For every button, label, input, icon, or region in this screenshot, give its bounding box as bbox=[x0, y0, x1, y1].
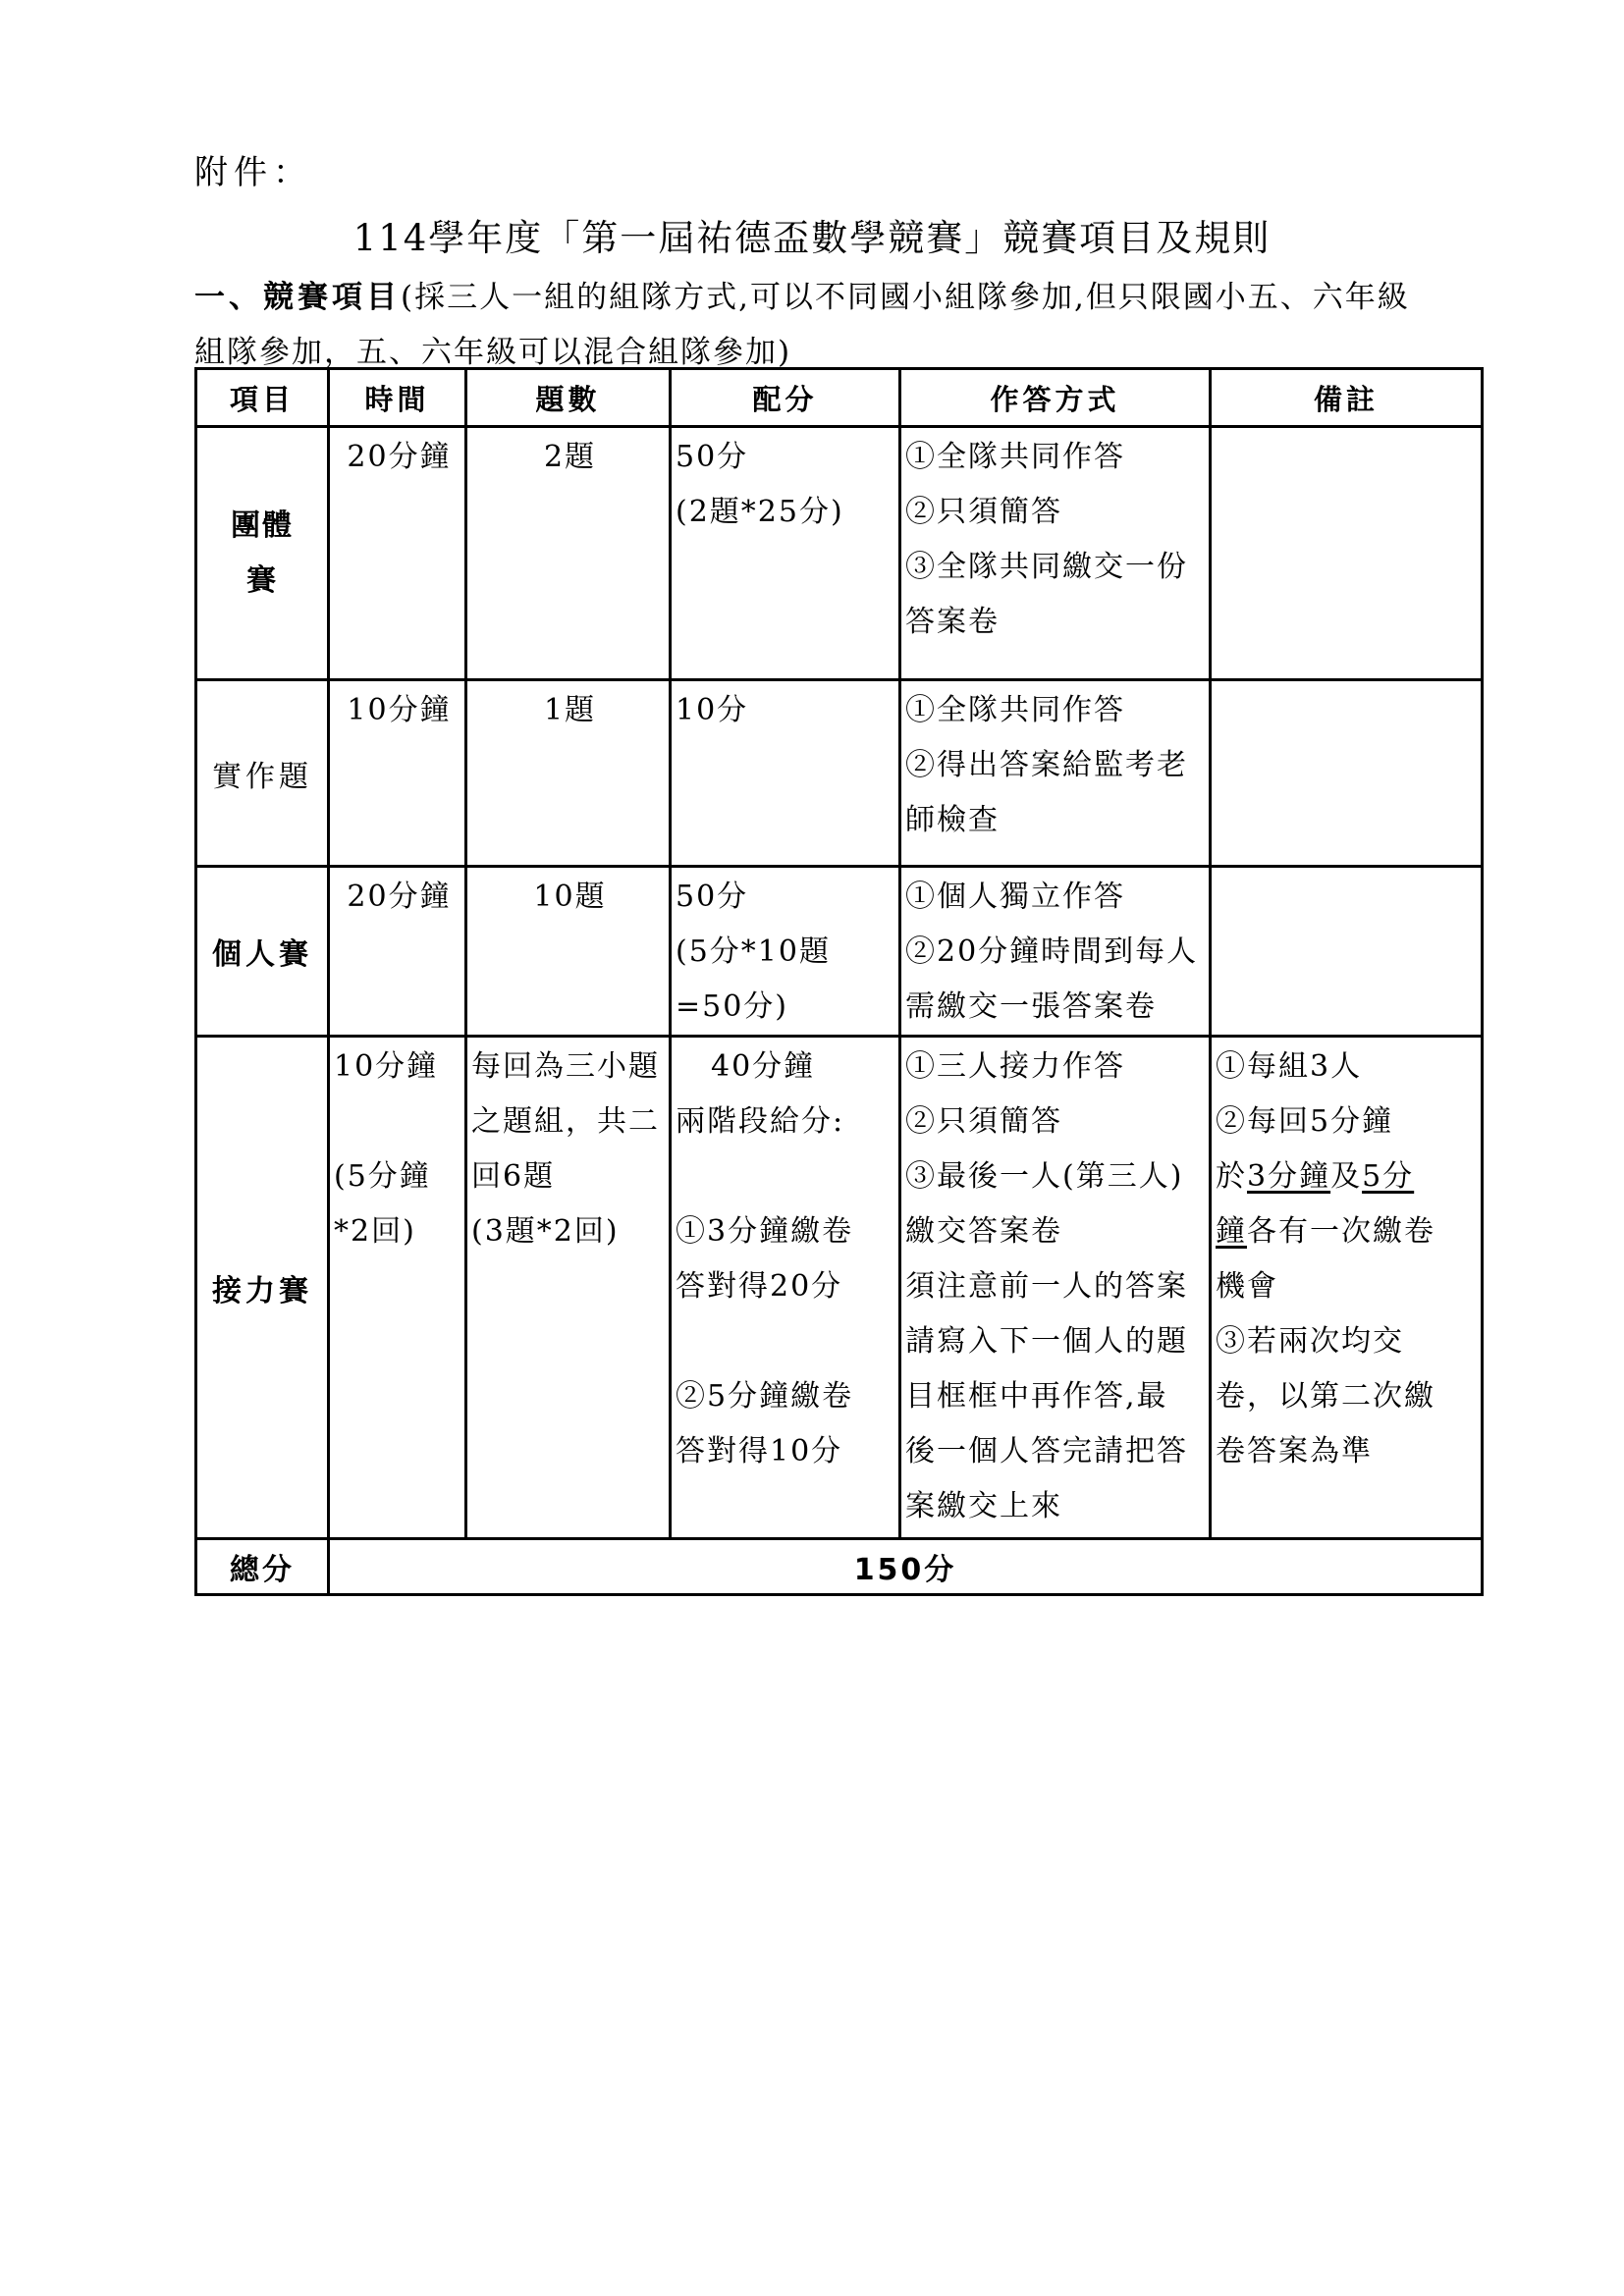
team-remark bbox=[1211, 427, 1483, 680]
practical-remark bbox=[1211, 680, 1483, 867]
team-score: 50分 (2題*25分) bbox=[671, 427, 900, 680]
relay-remark: ①每組3人 ②每回5分鐘 於3分鐘及5分 鐘各有一次繳卷 機會 ③若兩次均交 卷，以第二次繳 卷答案為準 bbox=[1211, 1037, 1483, 1539]
relay-time: 10分鐘 (5分鐘 *2回) bbox=[329, 1037, 466, 1539]
header-time: 時間 bbox=[329, 369, 466, 427]
total-label: 總分 bbox=[196, 1539, 329, 1595]
practical-method: ①全隊共同作答 ②得出答案給監考老 師檢查 bbox=[900, 680, 1211, 867]
section-intro bbox=[194, 270, 1481, 380]
practical-score: 10分 bbox=[671, 680, 900, 867]
table-row-total bbox=[196, 1539, 1483, 1595]
section-note-line2: 組隊參加，五、六年級可以混合組隊參加) bbox=[194, 335, 792, 370]
table-row-team bbox=[196, 427, 1483, 680]
relay-count: 每回為三小題 之題組，共二 回6題 (3題*2回) bbox=[466, 1037, 671, 1539]
row-label-individual: 個人賽 bbox=[196, 867, 329, 1037]
row-label-practical: 實作題 bbox=[196, 680, 329, 867]
header-score: 配分 bbox=[671, 369, 900, 427]
relay-score: 40分鐘 兩階段給分: ①3分鐘繳卷 答對得20分 ②5分鐘繳卷 答對得10分 bbox=[671, 1037, 900, 1539]
individual-score: 50分 (5分*10題 =50分) bbox=[671, 867, 900, 1037]
team-time: 20分鐘 bbox=[329, 427, 466, 680]
table-row-practical bbox=[196, 680, 1483, 867]
practical-count: 1題 bbox=[466, 680, 671, 867]
attachment-label: 附件： bbox=[194, 153, 312, 192]
header-remark: 備註 bbox=[1211, 369, 1483, 427]
table-header-row bbox=[196, 369, 1483, 427]
header-method: 作答方式 bbox=[900, 369, 1211, 427]
header-count: 題數 bbox=[466, 369, 671, 427]
header-item: 項目 bbox=[196, 369, 329, 427]
row-label-relay: 接力賽 bbox=[196, 1037, 329, 1539]
individual-time: 20分鐘 bbox=[329, 867, 466, 1037]
total-value: 150分 bbox=[329, 1539, 1483, 1595]
practical-time: 10分鐘 bbox=[329, 680, 466, 867]
relay-method: ①三人接力作答 ②只須簡答 ③最後一人(第三人) 繳交答案卷 須注意前一人的答案 請寫入下一個人的題 目框框中再作答,最 後一個人答完請把答 案繳交上來 bbox=[900, 1037, 1211, 1539]
table-row-relay bbox=[196, 1037, 1483, 1539]
team-method: ①全隊共同作答 ②只須簡答 ③全隊共同繳交一份 答案卷 bbox=[900, 427, 1211, 680]
row-label-team: 團體 賽 bbox=[196, 427, 329, 680]
table-row-individual bbox=[196, 867, 1483, 1037]
section-note-line1: (採三人一組的組隊方式,可以不同國小組隊參加,但只限國小五、六年級 bbox=[401, 280, 1410, 315]
individual-count: 10題 bbox=[466, 867, 671, 1037]
competition-table bbox=[194, 367, 1484, 1596]
section-heading: 一、競賽項目 bbox=[194, 280, 401, 315]
document-title: 114學年度「第一屆祐德盃數學競賽」競賽項目及規則 bbox=[352, 217, 1272, 259]
individual-method: ①個人獨立作答 ②20分鐘時間到每人 需繳交一張答案卷 bbox=[900, 867, 1211, 1037]
individual-remark bbox=[1211, 867, 1483, 1037]
team-count: 2題 bbox=[466, 427, 671, 680]
